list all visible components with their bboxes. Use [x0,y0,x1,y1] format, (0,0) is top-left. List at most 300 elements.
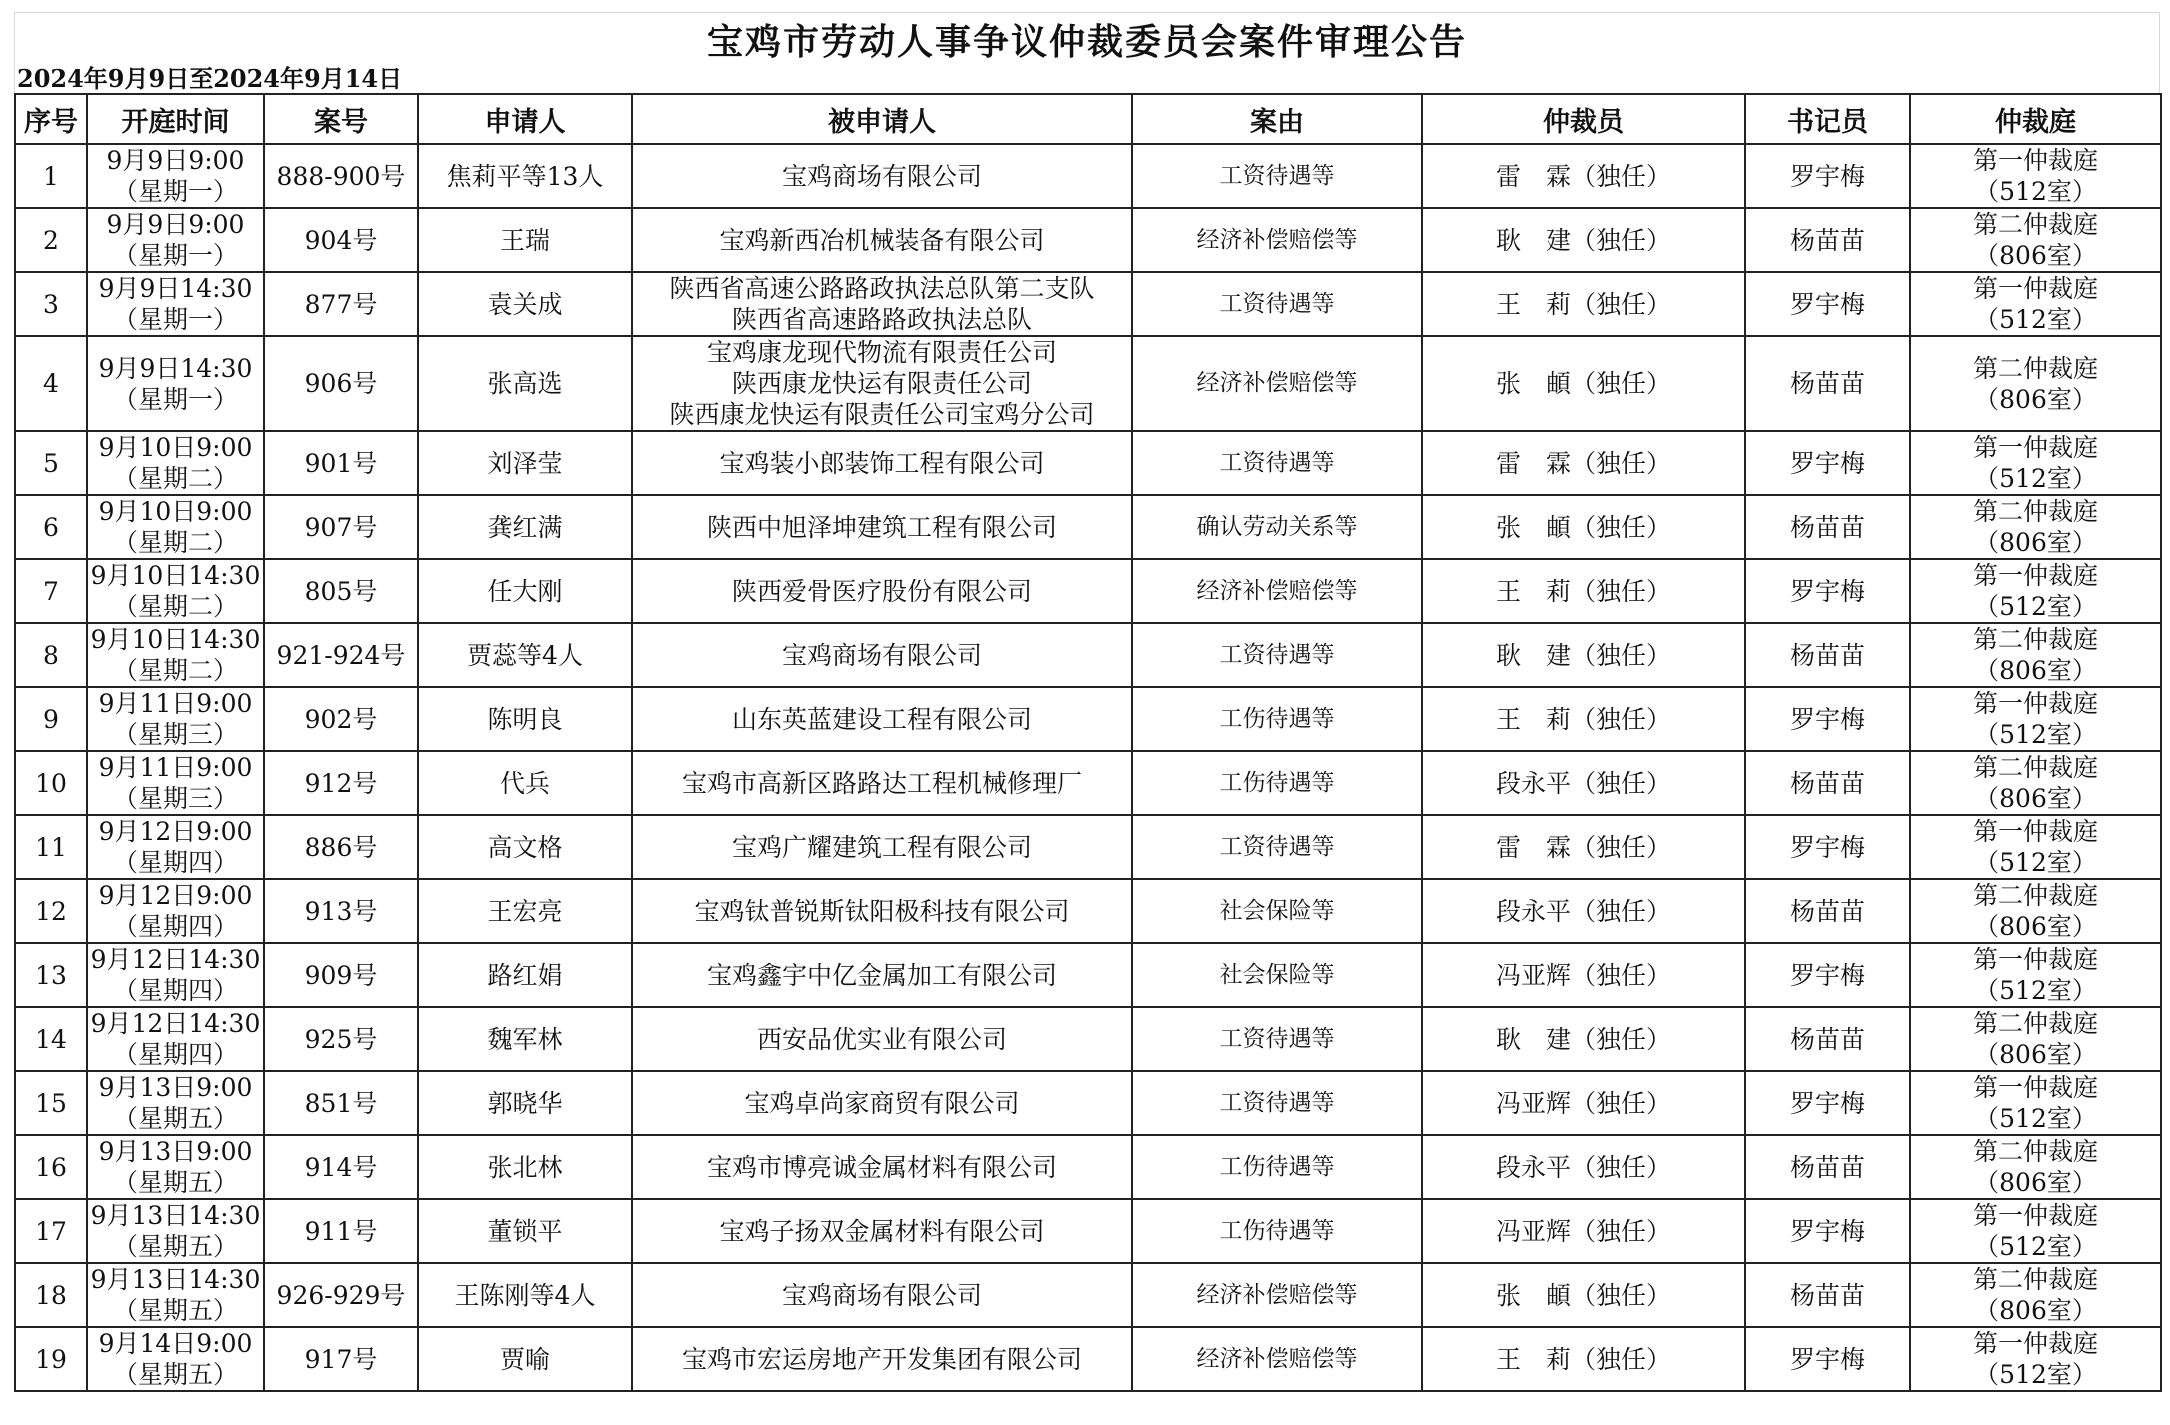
cell-seq: 3 [15,272,87,336]
cell-hearing-time [87,751,264,815]
cell-cause: 确认劳动关系等 [1132,495,1422,559]
cell-clerk: 罗宇梅 [1745,144,1910,208]
cell-hearing-time-line: （星期一） [112,177,238,206]
cell-applicant: 贾蕊等4人 [418,623,632,687]
cell-clerk: 杨苗苗 [1745,336,1910,431]
cell-applicant: 刘泽莹 [418,431,632,495]
cell-respondent-line: 陕西中旭泽坤建筑工程有限公司 [706,512,1057,542]
cell-hearing-time-line: （星期五） [112,1232,238,1261]
cell-hearing-time-line: （星期二） [112,464,238,493]
cell-tribunal-line: （512室） [1974,1360,2097,1389]
cell-hearing-time-line: 9月14日9:00 [98,1329,253,1358]
cell-seq: 7 [15,559,87,623]
cell-tribunal-line: （806室） [1974,528,2097,557]
cell-arbitrator: 王 莉（独任） [1422,272,1745,336]
cell-clerk: 杨苗苗 [1745,1135,1910,1199]
cell-seq: 2 [15,208,87,272]
cell-respondent-line: 陕西爱骨医疗股份有限公司 [731,576,1032,606]
cell-tribunal-line: （806室） [1974,241,2097,270]
cell-cause: 社会保险等 [1132,943,1422,1007]
cell-hearing-time [87,943,264,1007]
cell-tribunal-line: （806室） [1974,1168,2097,1197]
cell-clerk: 杨苗苗 [1745,1263,1910,1327]
table-row [15,495,2161,559]
cell-case-number: 877号 [264,272,418,336]
cell-applicant: 郭晓华 [418,1071,632,1135]
cell-applicant: 张高选 [418,336,632,431]
table-row [15,144,2161,208]
cell-tribunal [1910,336,2161,431]
cell-hearing-time-line: 9月9日14:30 [98,274,253,303]
cell-clerk: 杨苗苗 [1745,208,1910,272]
cell-tribunal-line: （806室） [1974,384,2097,414]
cell-hearing-time-line: （星期一） [112,305,238,334]
cell-respondent [632,1199,1132,1263]
cell-case-number: 913号 [264,879,418,943]
cell-clerk: 杨苗苗 [1745,751,1910,815]
cell-arbitrator: 雷 霖（独任） [1422,431,1745,495]
header-hearing-time: 开庭时间 [87,94,264,144]
table-row [15,559,2161,623]
cell-hearing-time-line: （星期一） [112,384,238,414]
cell-case-number: 886号 [264,815,418,879]
cell-clerk: 罗宇梅 [1745,559,1910,623]
table-row [15,336,2161,431]
cell-tribunal-line: 第一仲裁庭 [1972,1329,2098,1358]
cell-hearing-time-line: （星期四） [112,1040,238,1069]
cell-tribunal [1910,687,2161,751]
cell-seq: 1 [15,144,87,208]
cell-applicant: 王陈刚等4人 [418,1263,632,1327]
cell-hearing-time-line: （星期四） [112,848,238,877]
cell-applicant: 魏军林 [418,1007,632,1071]
cell-hearing-time-line: 9月9日9:00 [106,146,245,175]
cell-seq: 14 [15,1007,87,1071]
cell-hearing-time-line: （星期一） [112,241,238,270]
cell-cause: 工资待遇等 [1132,815,1422,879]
cell-hearing-time-line: 9月10日14:30 [90,625,261,654]
cell-hearing-time-line: 9月13日14:30 [90,1265,261,1294]
header-clerk: 书记员 [1745,94,1910,144]
cell-seq: 9 [15,687,87,751]
cell-tribunal-line: 第二仲裁庭 [1972,625,2098,654]
cell-hearing-time-line: （星期五） [112,1104,238,1133]
cell-case-number: 917号 [264,1327,418,1391]
cell-respondent-line: 宝鸡钛普锐斯钛阳极科技有限公司 [694,896,1070,926]
cell-clerk: 罗宇梅 [1745,1327,1910,1391]
cell-tribunal-line: 第二仲裁庭 [1972,210,2098,239]
cell-applicant: 董锁平 [418,1199,632,1263]
cell-respondent [632,208,1132,272]
cell-case-number: 888-900号 [264,144,418,208]
cell-seq: 16 [15,1135,87,1199]
cell-hearing-time-line: （星期二） [112,528,238,557]
cell-hearing-time [87,1071,264,1135]
header-row [15,94,2161,144]
cell-hearing-time-line: 9月13日14:30 [90,1201,261,1230]
cell-case-number: 925号 [264,1007,418,1071]
cell-clerk: 罗宇梅 [1745,1071,1910,1135]
cell-respondent [632,495,1132,559]
cell-hearing-time [87,1135,264,1199]
table-row [15,751,2161,815]
cell-tribunal [1910,495,2161,559]
cell-tribunal-line: 第一仲裁庭 [1972,1073,2098,1102]
cell-hearing-time-line: 9月11日9:00 [98,753,253,782]
cell-hearing-time-line: 9月9日9:00 [106,210,245,239]
cell-clerk: 罗宇梅 [1745,687,1910,751]
cell-hearing-time-line: （星期五） [112,1296,238,1325]
cell-respondent-line: 宝鸡卓尚家商贸有限公司 [744,1088,1020,1118]
cell-tribunal-line: （806室） [1974,1296,2097,1325]
cell-tribunal [1910,1199,2161,1263]
cell-tribunal-line: （806室） [1974,912,2097,941]
cell-cause: 经济补偿赔偿等 [1132,336,1422,431]
cell-hearing-time-line: 9月12日9:00 [98,881,253,910]
cell-hearing-time-line: 9月12日9:00 [98,817,253,846]
cell-arbitrator: 耿 建（独任） [1422,623,1745,687]
cell-applicant: 陈明良 [418,687,632,751]
cell-cause: 工资待遇等 [1132,623,1422,687]
cell-respondent [632,1071,1132,1135]
cell-seq: 19 [15,1327,87,1391]
cell-respondent [632,144,1132,208]
cell-case-number: 907号 [264,495,418,559]
cell-cause: 工伤待遇等 [1132,751,1422,815]
cell-case-number: 911号 [264,1199,418,1263]
cell-seq: 12 [15,879,87,943]
cell-respondent-line: 宝鸡广耀建筑工程有限公司 [731,832,1032,862]
cell-hearing-time-line: 9月10日9:00 [98,497,253,526]
cell-hearing-time-line: 9月13日9:00 [98,1073,253,1102]
cell-tribunal-line: （512室） [1974,720,2097,749]
table-row [15,431,2161,495]
cell-applicant: 贾喻 [418,1327,632,1391]
cell-respondent-line: 宝鸡新西冶机械装备有限公司 [719,225,1045,255]
cell-tribunal [1910,1071,2161,1135]
cell-hearing-time-line: （星期四） [112,976,238,1005]
cell-tribunal [1910,431,2161,495]
cell-clerk: 罗宇梅 [1745,815,1910,879]
cell-respondent [632,272,1132,336]
cell-case-number: 904号 [264,208,418,272]
cell-respondent-line: 宝鸡康龙现代物流有限责任公司 [706,338,1057,367]
cell-hearing-time-line: 9月10日9:00 [98,433,253,462]
cell-arbitrator: 段永平（独任） [1422,1135,1745,1199]
cell-hearing-time-line: （星期五） [112,1360,238,1389]
cell-hearing-time [87,815,264,879]
cell-respondent-line: 宝鸡市宏运房地产开发集团有限公司 [681,1344,1082,1374]
cell-tribunal-line: 第二仲裁庭 [1972,353,2098,383]
cell-respondent [632,1263,1132,1327]
cell-hearing-time-line: 9月11日9:00 [98,689,253,718]
table-row [15,1007,2161,1071]
cell-clerk: 杨苗苗 [1745,879,1910,943]
cell-tribunal [1910,1135,2161,1199]
cell-tribunal-line: （806室） [1974,656,2097,685]
date-range: 2024年9月9日至2024年9月14日 [14,65,2160,93]
cell-hearing-time-line: （星期二） [112,592,238,621]
cell-clerk: 罗宇梅 [1745,272,1910,336]
table-row [15,815,2161,879]
cell-case-number: 926-929号 [264,1263,418,1327]
table-row [15,879,2161,943]
cell-tribunal-line: （806室） [1974,784,2097,813]
cell-arbitrator: 王 莉（独任） [1422,1327,1745,1391]
table-row [15,623,2161,687]
cell-applicant: 路红娟 [418,943,632,1007]
cell-hearing-time [87,687,264,751]
cell-hearing-time [87,495,264,559]
announcement-sheet [14,12,2160,1392]
cell-tribunal-line: （512室） [1974,1232,2097,1261]
cell-seq: 4 [15,336,87,431]
cell-applicant: 焦莉平等13人 [418,144,632,208]
cell-respondent-line: 宝鸡商场有限公司 [781,161,982,191]
cell-case-number: 902号 [264,687,418,751]
cell-hearing-time [87,623,264,687]
cell-respondent [632,815,1132,879]
cell-applicant: 任大刚 [418,559,632,623]
cell-tribunal-line: （806室） [1974,1040,2097,1069]
cell-applicant: 袁关成 [418,272,632,336]
cell-case-number: 906号 [264,336,418,431]
cell-tribunal-line: 第二仲裁庭 [1972,1009,2098,1038]
cell-cause: 工伤待遇等 [1132,1199,1422,1263]
cell-hearing-time [87,559,264,623]
cell-tribunal [1910,144,2161,208]
cell-case-number: 805号 [264,559,418,623]
cell-case-number: 914号 [264,1135,418,1199]
cell-respondent-line: 宝鸡市高新区路路达工程机械修理厂 [681,768,1082,798]
cell-hearing-time-line: （星期三） [112,720,238,749]
cell-respondent-line: 陕西康龙快运有限责任公司宝鸡分公司 [669,400,1095,429]
table-row [15,687,2161,751]
table-body [15,144,2161,1391]
cell-case-number: 912号 [264,751,418,815]
cell-hearing-time-line: （星期四） [112,912,238,941]
cell-clerk: 罗宇梅 [1745,1199,1910,1263]
cell-case-number: 909号 [264,943,418,1007]
cell-clerk: 罗宇梅 [1745,943,1910,1007]
cell-tribunal [1910,272,2161,336]
table-row [15,208,2161,272]
cell-respondent-line: 陕西康龙快运有限责任公司 [731,369,1032,398]
cell-arbitrator: 王 莉（独任） [1422,687,1745,751]
cell-respondent [632,751,1132,815]
cell-tribunal-line: 第一仲裁庭 [1972,561,2098,590]
cell-respondent-line: 宝鸡装小郎装饰工程有限公司 [719,448,1045,478]
cell-applicant: 王宏亮 [418,879,632,943]
cell-hearing-time-line: 9月12日14:30 [90,945,261,974]
cell-cause: 经济补偿赔偿等 [1132,1327,1422,1391]
header-case-number: 案号 [264,94,418,144]
cell-clerk: 杨苗苗 [1745,623,1910,687]
cell-cause: 社会保险等 [1132,879,1422,943]
cell-arbitrator: 雷 霖（独任） [1422,815,1745,879]
header-cause: 案由 [1132,94,1422,144]
cell-hearing-time [87,336,264,431]
cell-arbitrator: 雷 霖（独任） [1422,144,1745,208]
cell-tribunal-line: 第一仲裁庭 [1972,1201,2098,1230]
cell-respondent-line: 陕西省高速路路政执法总队 [731,305,1032,334]
cell-seq: 15 [15,1071,87,1135]
cell-applicant: 王瑞 [418,208,632,272]
cell-respondent [632,623,1132,687]
header-applicant: 申请人 [418,94,632,144]
cell-arbitrator: 冯亚辉（独任） [1422,1199,1745,1263]
cell-tribunal-line: 第二仲裁庭 [1972,753,2098,782]
cell-cause: 工资待遇等 [1132,272,1422,336]
cell-clerk: 杨苗苗 [1745,495,1910,559]
table-row [15,1327,2161,1391]
cell-cause: 工伤待遇等 [1132,687,1422,751]
cell-tribunal-line: 第一仲裁庭 [1972,274,2098,303]
cell-tribunal-line: （512室） [1974,1104,2097,1133]
header-tribunal: 仲裁庭 [1910,94,2161,144]
cell-hearing-time [87,431,264,495]
cell-case-number: 901号 [264,431,418,495]
page-title: 宝鸡市劳动人事争议仲裁委员会案件审理公告 [14,12,2160,65]
cell-tribunal [1910,208,2161,272]
cell-arbitrator: 王 莉（独任） [1422,559,1745,623]
cell-tribunal [1910,623,2161,687]
cell-hearing-time [87,879,264,943]
cell-tribunal-line: （512室） [1974,177,2097,206]
cell-hearing-time [87,1327,264,1391]
cell-arbitrator: 段永平（独任） [1422,751,1745,815]
cell-hearing-time [87,1199,264,1263]
cell-hearing-time-line: 9月10日14:30 [90,561,261,590]
cell-respondent-line: 宝鸡市博亮诚金属材料有限公司 [706,1152,1057,1182]
cell-hearing-time [87,208,264,272]
cell-tribunal-line: 第二仲裁庭 [1972,881,2098,910]
cell-hearing-time-line: 9月13日9:00 [98,1137,253,1166]
cell-respondent [632,336,1132,431]
cell-tribunal [1910,815,2161,879]
cell-respondent [632,879,1132,943]
cell-seq: 5 [15,431,87,495]
table-header [15,94,2161,144]
cell-hearing-time-line: （星期三） [112,784,238,813]
cell-respondent [632,1327,1132,1391]
cell-tribunal-line: 第二仲裁庭 [1972,497,2098,526]
cell-tribunal-line: 第一仲裁庭 [1972,146,2098,175]
cell-seq: 18 [15,1263,87,1327]
hearing-schedule-table [14,93,2162,1392]
cell-applicant: 龚红满 [418,495,632,559]
cell-respondent-line: 宝鸡商场有限公司 [781,640,982,670]
cell-respondent [632,687,1132,751]
cell-applicant: 张北林 [418,1135,632,1199]
cell-respondent [632,943,1132,1007]
cell-arbitrator: 张 頔（独任） [1422,495,1745,559]
cell-respondent [632,559,1132,623]
cell-tribunal-line: 第一仲裁庭 [1972,433,2098,462]
cell-hearing-time [87,144,264,208]
cell-tribunal-line: （512室） [1974,976,2097,1005]
cell-arbitrator: 冯亚辉（独任） [1422,943,1745,1007]
header-seq: 序号 [15,94,87,144]
cell-cause: 经济补偿赔偿等 [1132,559,1422,623]
cell-applicant: 代兵 [418,751,632,815]
cell-tribunal-line: 第二仲裁庭 [1972,1265,2098,1294]
cell-case-number: 921-924号 [264,623,418,687]
cell-seq: 8 [15,623,87,687]
cell-hearing-time-line: 9月9日14:30 [98,353,253,383]
cell-cause: 工资待遇等 [1132,1071,1422,1135]
cell-tribunal-line: 第一仲裁庭 [1972,945,2098,974]
cell-cause: 经济补偿赔偿等 [1132,1263,1422,1327]
cell-hearing-time-line: （星期二） [112,656,238,685]
cell-hearing-time-line: 9月12日14:30 [90,1009,261,1038]
cell-cause: 经济补偿赔偿等 [1132,208,1422,272]
header-respondent: 被申请人 [632,94,1132,144]
cell-respondent-line: 陕西省高速公路路政执法总队第二支队 [669,274,1095,303]
cell-respondent-line: 宝鸡子扬双金属材料有限公司 [719,1216,1045,1246]
cell-seq: 11 [15,815,87,879]
header-arbitrator: 仲裁员 [1422,94,1745,144]
cell-tribunal-line: （512室） [1974,464,2097,493]
cell-arbitrator: 耿 建（独任） [1422,208,1745,272]
cell-tribunal-line: （512室） [1974,848,2097,877]
cell-applicant: 高文格 [418,815,632,879]
cell-seq: 17 [15,1199,87,1263]
table-row [15,1071,2161,1135]
cell-respondent-line: 宝鸡商场有限公司 [781,1280,982,1310]
table-row [15,1199,2161,1263]
table-row [15,1135,2161,1199]
cell-case-number: 851号 [264,1071,418,1135]
cell-hearing-time [87,272,264,336]
cell-clerk: 罗宇梅 [1745,431,1910,495]
cell-hearing-time [87,1263,264,1327]
cell-cause: 工资待遇等 [1132,144,1422,208]
table-row [15,1263,2161,1327]
cell-tribunal [1910,1007,2161,1071]
cell-cause: 工伤待遇等 [1132,1135,1422,1199]
cell-tribunal [1910,559,2161,623]
cell-respondent [632,1135,1132,1199]
cell-respondent [632,431,1132,495]
cell-tribunal [1910,943,2161,1007]
cell-hearing-time [87,1007,264,1071]
cell-tribunal-line: 第一仲裁庭 [1972,817,2098,846]
cell-seq: 13 [15,943,87,1007]
cell-arbitrator: 冯亚辉（独任） [1422,1071,1745,1135]
table-row [15,272,2161,336]
cell-clerk: 杨苗苗 [1745,1007,1910,1071]
cell-arbitrator: 张 頔（独任） [1422,1263,1745,1327]
cell-respondent-line: 宝鸡鑫宇中亿金属加工有限公司 [706,960,1057,990]
cell-tribunal [1910,879,2161,943]
cell-respondent-line: 西安品优实业有限公司 [756,1024,1007,1054]
cell-tribunal-line: （512室） [1974,305,2097,334]
cell-seq: 6 [15,495,87,559]
cell-tribunal-line: 第二仲裁庭 [1972,1137,2098,1166]
cell-arbitrator: 段永平（独任） [1422,879,1745,943]
cell-tribunal [1910,1327,2161,1391]
cell-arbitrator: 耿 建（独任） [1422,1007,1745,1071]
cell-tribunal [1910,751,2161,815]
cell-tribunal-line: 第一仲裁庭 [1972,689,2098,718]
cell-tribunal-line: （512室） [1974,592,2097,621]
cell-hearing-time-line: （星期五） [112,1168,238,1197]
cell-seq: 10 [15,751,87,815]
cell-tribunal [1910,1263,2161,1327]
cell-respondent [632,1007,1132,1071]
cell-cause: 工资待遇等 [1132,1007,1422,1071]
